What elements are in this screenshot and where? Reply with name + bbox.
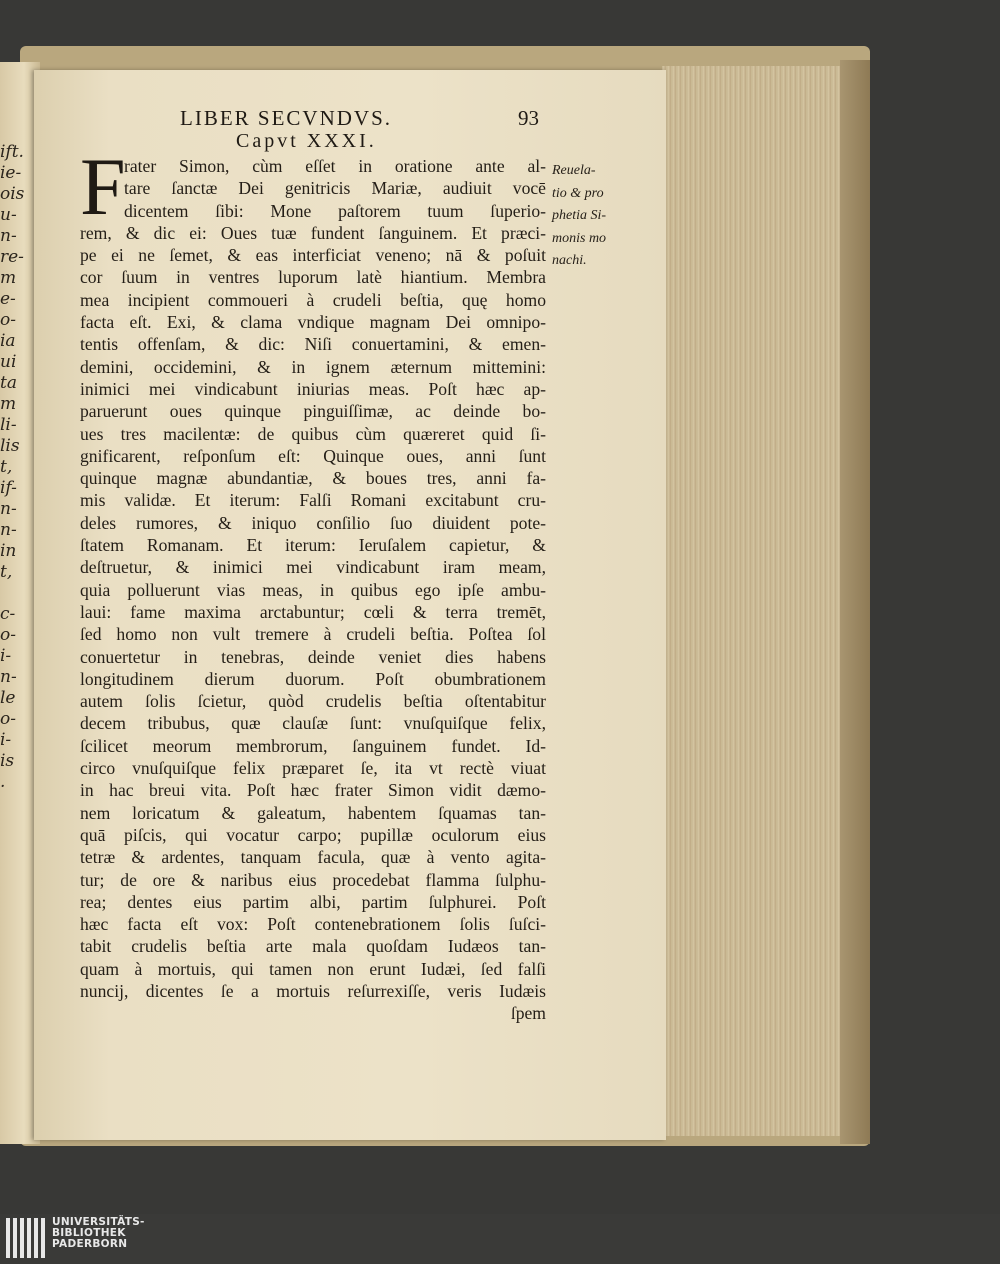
- text-line: deles rumores, & iniquo conſilio ſuo diuident pote-: [80, 512, 546, 533]
- previous-page-fragment: ui: [0, 352, 17, 372]
- marginal-note-line: nachi.: [552, 253, 587, 268]
- text-line: cor ſuum in ventres luporum latè hiantium. Membra: [80, 267, 546, 288]
- library-name: [52, 1217, 145, 1250]
- previous-page-fragment: n-: [0, 520, 17, 540]
- text-line: longitudinem dierum duorum. Poſt obumbrationem: [80, 668, 546, 689]
- text-line: ſtatem Romanam. Et iterum: Ieruſalem capietur, &: [80, 535, 546, 556]
- text-line: paruerunt oues quinque pinguiſſimæ, ac deinde bo-: [80, 401, 546, 422]
- previous-page-fragment: ift.: [0, 142, 24, 162]
- previous-page-fragment: t,: [0, 457, 13, 477]
- text-line: quā piſcis, qui vocatur carpo; pupillæ oculorum eius: [80, 824, 546, 845]
- book-board-edge: [840, 60, 870, 1144]
- previous-page-fragment: n-: [0, 499, 17, 519]
- previous-page-fragment: .: [0, 772, 6, 792]
- text-line: mea incipient commoueri à crudeli beſtia, quę homo: [80, 289, 546, 310]
- marginal-note-line: tio & pro: [552, 185, 604, 201]
- text-line: tur; de ore & naribus eius procedebat flamma ſulphu-: [80, 869, 546, 890]
- text-line: quinque magnæ abundantiæ, & boues tres, anni fa-: [80, 468, 546, 489]
- previous-page-fragment: o-: [0, 625, 16, 645]
- text-line: ſcilicet meorum membrorum, ſanguinem fundet. Id-: [80, 735, 546, 756]
- library-name-line1: UNIVERSITÄTS-: [52, 1216, 145, 1228]
- previous-page-fragment: u-: [0, 205, 17, 225]
- text-line: circo vnuſquiſque felix præparet ſe, ita vt rectè viuat: [80, 758, 546, 779]
- previous-page-fragment: re-: [0, 247, 24, 267]
- drop-capital: F: [80, 141, 126, 232]
- text-line: decem tribubus, quæ clauſæ ſunt: vnuſquiſque felix,: [80, 713, 546, 734]
- previous-page-fragment: c-: [0, 604, 16, 624]
- previous-page-fragment: i-: [0, 646, 12, 666]
- text-line: nem loricatum & galeatum, habentem ſquamas tan-: [80, 802, 546, 823]
- previous-page-fragment: [0, 583, 32, 604]
- previous-page-fragment: e-: [0, 289, 16, 309]
- page-fore-edge: [662, 66, 842, 1136]
- previous-page-fragment: le: [0, 688, 16, 708]
- text-line: demini, occidemini, & in ignem æternum mittemini:: [80, 356, 546, 377]
- page-number: 93: [518, 106, 539, 130]
- text-line: ues tres macilentæ: de quibus cùm quæreret quid ſi-: [80, 423, 546, 444]
- text-line: mis validæ. Et iterum: Falſi Romani excitabunt cru-: [80, 490, 546, 511]
- library-name-line3: PADERBORN: [52, 1238, 128, 1250]
- text-line: rater Simon, cùm eſſet in oratione ante al-: [124, 156, 546, 176]
- previous-page-fragment: m: [0, 268, 17, 288]
- previous-page-fragment: i-: [0, 730, 12, 750]
- previous-page-fragment: t,: [0, 562, 13, 582]
- text-line: in hac breui vita. Poſt hæc frater Simon vidit dæmo-: [80, 780, 546, 801]
- text-line: pe ei ne ſemet, & eas interficiat veneno; nā & poſuit: [80, 245, 546, 266]
- library-logo-icon: [6, 1218, 46, 1258]
- library-name-line2: BIBLIOTHEK: [52, 1227, 126, 1239]
- text-line: conuertetur in tenebras, deinde veniet dies habens: [80, 646, 546, 667]
- marginal-note-line: monis mo: [552, 230, 607, 246]
- previous-page-fragment: n-: [0, 226, 17, 246]
- previous-page-fragment: ta: [0, 373, 17, 393]
- text-line: nuncij, dicentes ſe a mortuis reſurrexiſſe, veris Iudæis: [80, 980, 546, 1001]
- previous-page-fragments: [0, 142, 32, 793]
- library-footer: [0, 1214, 1000, 1264]
- text-line: autem ſolis ſcietur, quòd crudelis beſtia oſtentabitur: [80, 691, 546, 712]
- text-line: gnificarent, reſponſum eſt: Quinque oues, anni ſunt: [80, 445, 546, 466]
- text-line: ſed homo non vult tremere à crudeli beſtia. Poſtea ſol: [80, 624, 546, 645]
- text-line: rea; dentes eius partim albi, partim ſulphurei. Poſt: [80, 891, 546, 912]
- marginal-note-line: Reuela-: [552, 163, 596, 178]
- previous-page-fragment: lis: [0, 436, 20, 456]
- text-line: deſtruetur, & inimici mei vindicabunt iram meam,: [80, 557, 546, 578]
- previous-page-fragment: o-: [0, 310, 16, 330]
- previous-page-fragment: if-: [0, 478, 17, 498]
- text-line: quam à mortuis, qui tamen non erunt Iudæi, ſed falſi: [80, 958, 546, 979]
- previous-page-fragment: n-: [0, 667, 17, 687]
- text-line: tabit crudelis beſtia arte mala quoſdam Iudæos tan-: [80, 936, 546, 957]
- text-line: quia polluerunt vias meas, in quibus ego ipſe ambu-: [80, 579, 546, 600]
- text-line: tetræ & ardentes, tanquam facula, quæ à vento agita-: [80, 847, 546, 868]
- chapter-heading: Capvt XXXI.: [236, 130, 377, 152]
- previous-page-fragment: ie-: [0, 163, 22, 183]
- previous-page-fragment: li-: [0, 415, 17, 435]
- previous-page-fragment: ois: [0, 184, 25, 204]
- text-line: rem, & dic ei: Oues tuæ fundent ſanguinem. Et præci-: [80, 222, 546, 243]
- previous-page-fragment: in: [0, 541, 17, 561]
- text-line: facta eſt. Exi, & clama vndique magnam Dei omnipo-: [80, 312, 546, 333]
- previous-page-fragment: ia: [0, 331, 16, 351]
- text-line: dicentem ſibi: Mone paſtorem tuum ſuperio-: [124, 200, 546, 221]
- text-line: ſpem: [510, 1003, 546, 1024]
- text-line: inimici mei vindicabunt iniurias meas. Poſt hæc ap-: [80, 378, 546, 399]
- text-line: laui: fame maxima arctabuntur; cœli & terra tremēt,: [80, 601, 546, 622]
- running-head: LIBER SECVNDVS.: [180, 106, 393, 130]
- previous-page-fragment: o-: [0, 709, 16, 729]
- text-line: hæc facta eſt vox: Poſt contenebrationem ſolis ſuſci-: [80, 914, 546, 935]
- previous-page-fragment: is: [0, 751, 15, 771]
- marginal-note: [552, 160, 652, 273]
- body-text: [80, 155, 546, 1025]
- marginal-note-line: phetia Si-: [552, 208, 607, 223]
- previous-page-fragment: m: [0, 394, 17, 414]
- text-line: tare ſanctæ Dei genitricis Mariæ, audiuit vocē: [124, 178, 546, 199]
- text-line: tentis offenſam, & dic: Niſi conuertamini, & emen-: [80, 334, 546, 355]
